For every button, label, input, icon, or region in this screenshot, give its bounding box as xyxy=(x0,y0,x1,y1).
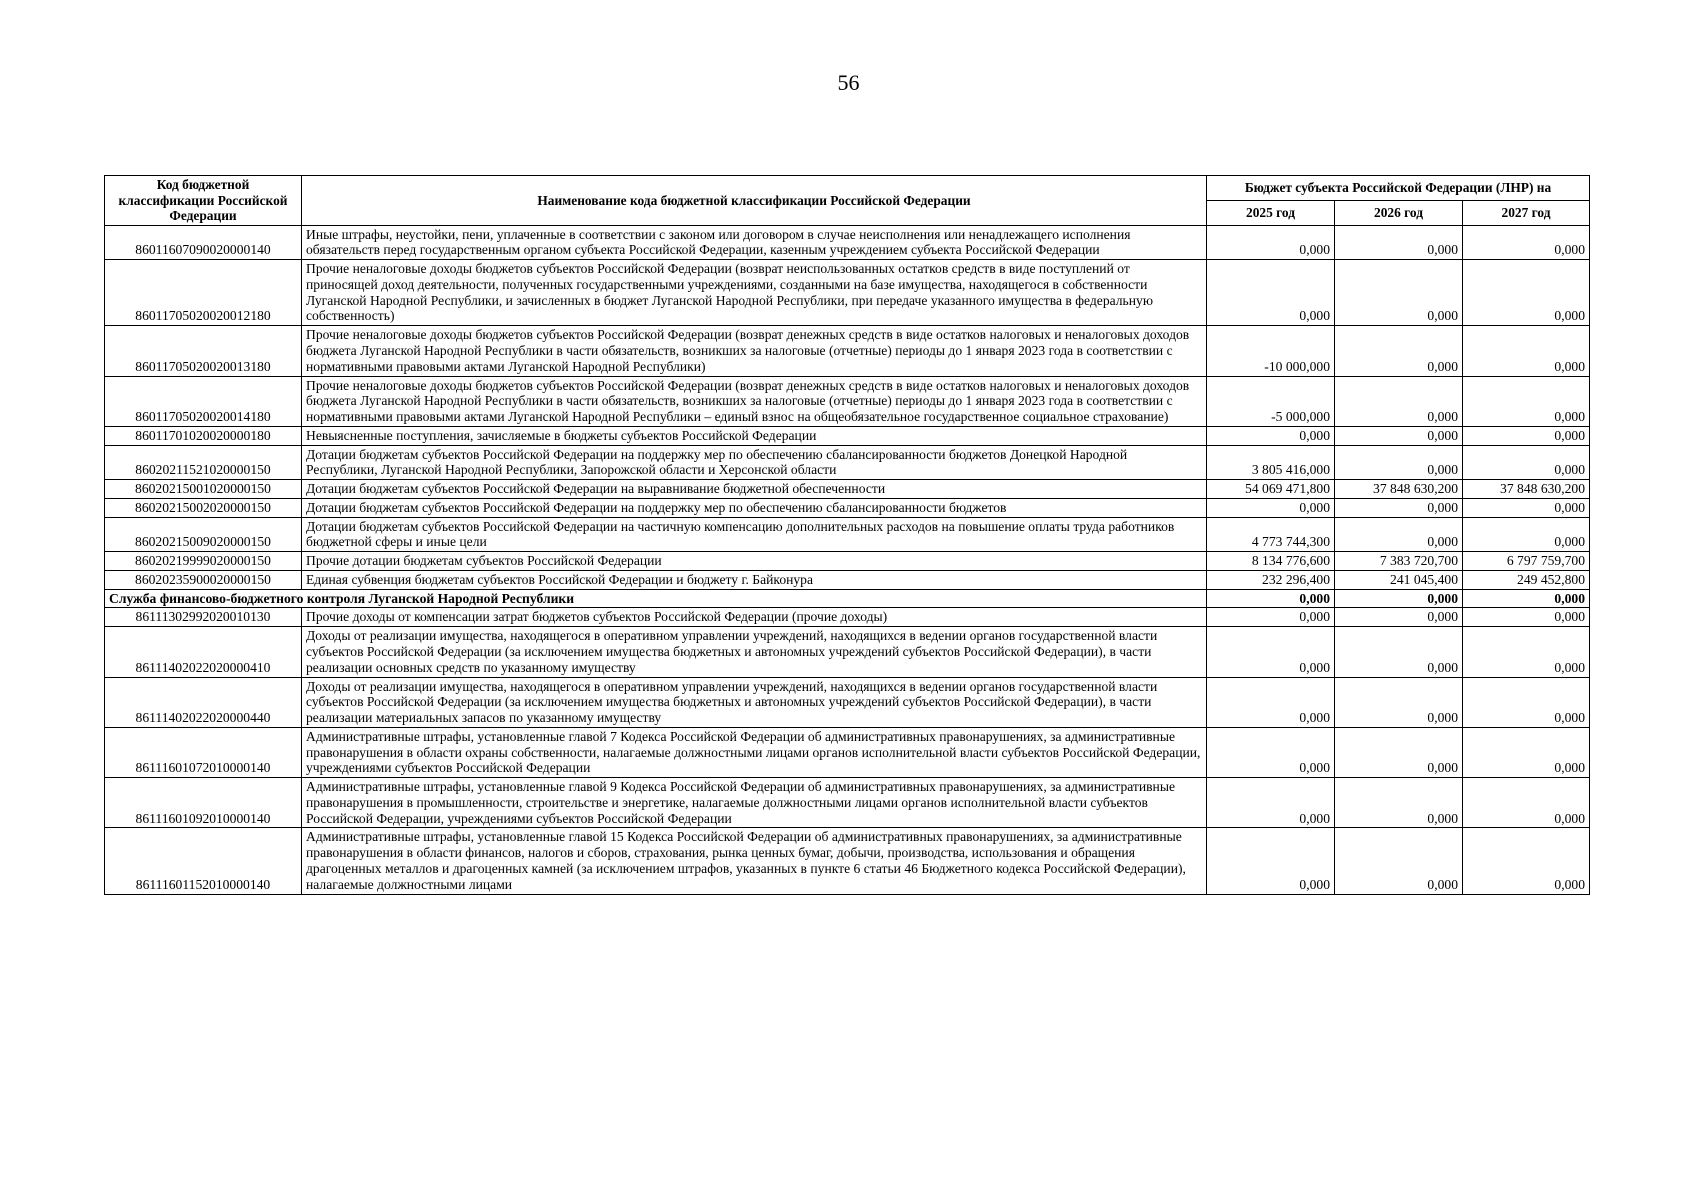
section-row xyxy=(105,589,1590,608)
budget-code: 86111601152010000140 xyxy=(105,828,302,894)
table-row xyxy=(105,778,1590,828)
code-description: Дотации бюджетам субъектов Российской Федерации на поддержку мер по обеспечению сбалансированности бюджетов Донецкой Народной Республики, Луганской Народной Республики, Запорожской области и Херсонской области xyxy=(302,445,1207,480)
code-description: Иные штрафы, неустойки, пени, уплаченные в соответствии с законом или договором в случае неисполнения или ненадлежащего исполнения обязательств перед государственным органом субъекта Российской Федерации, казенным учреждением субъекта Российской Федерации xyxy=(302,225,1207,260)
table-body xyxy=(105,225,1590,894)
value-2027: 0,000 xyxy=(1463,627,1590,677)
table-row xyxy=(105,627,1590,677)
header-code: Код бюджетной классификации Российской Федерации xyxy=(105,176,302,226)
value-2026: 0,000 xyxy=(1335,727,1463,777)
value-2025: -5 000,000 xyxy=(1207,376,1335,426)
budget-code: 86011705020020013180 xyxy=(105,326,302,376)
table-row xyxy=(105,677,1590,727)
budget-code: 86020211521020000150 xyxy=(105,445,302,480)
value-2025: 0,000 xyxy=(1207,426,1335,445)
table-row xyxy=(105,260,1590,326)
budget-code: 86011607090020000140 xyxy=(105,225,302,260)
value-2027: 0,000 xyxy=(1463,727,1590,777)
value-2025: 0,000 xyxy=(1207,677,1335,727)
table-row xyxy=(105,376,1590,426)
value-2027: 0,000 xyxy=(1463,828,1590,894)
value-2026: 0,000 xyxy=(1335,260,1463,326)
code-description: Невыясненные поступления, зачисляемые в бюджеты субъектов Российской Федерации xyxy=(302,426,1207,445)
value-2025: 0,000 xyxy=(1207,589,1335,608)
code-description: Единая субвенция бюджетам субъектов Российской Федерации и бюджету г. Байконура xyxy=(302,570,1207,589)
value-2026: 0,000 xyxy=(1335,225,1463,260)
budget-code: 86111402022020000440 xyxy=(105,677,302,727)
budget-code: 86111601072010000140 xyxy=(105,727,302,777)
value-2027: 6 797 759,700 xyxy=(1463,552,1590,571)
value-2025: 232 296,400 xyxy=(1207,570,1335,589)
value-2025: 0,000 xyxy=(1207,828,1335,894)
value-2027: 0,000 xyxy=(1463,260,1590,326)
value-2026: 0,000 xyxy=(1335,517,1463,552)
value-2025: 0,000 xyxy=(1207,627,1335,677)
value-2027: 0,000 xyxy=(1463,376,1590,426)
budget-table xyxy=(104,175,1590,895)
table-row xyxy=(105,445,1590,480)
table-row xyxy=(105,570,1590,589)
header-year-2027: 2027 год xyxy=(1463,200,1590,225)
budget-code: 86111601092010000140 xyxy=(105,778,302,828)
value-2027: 0,000 xyxy=(1463,426,1590,445)
value-2025: 0,000 xyxy=(1207,778,1335,828)
header-year-2025: 2025 год xyxy=(1207,200,1335,225)
code-description: Административные штрафы, установленные главой 9 Кодекса Российской Федерации об административных правонарушениях, за административные правонарушения в промышленности, строительстве и энергетике, налагаемые должностными лицами органов исполнительной власти субъектов Российской Федерации, учреждениями субъектов Российской Федерации xyxy=(302,778,1207,828)
value-2026: 0,000 xyxy=(1335,828,1463,894)
value-2026: 0,000 xyxy=(1335,778,1463,828)
table-row xyxy=(105,608,1590,627)
budget-code: 86020215001020000150 xyxy=(105,480,302,499)
value-2026: 0,000 xyxy=(1335,498,1463,517)
value-2025: 54 069 471,800 xyxy=(1207,480,1335,499)
value-2027: 0,000 xyxy=(1463,517,1590,552)
table-row xyxy=(105,517,1590,552)
value-2025: 0,000 xyxy=(1207,608,1335,627)
budget-code: 86011705020020014180 xyxy=(105,376,302,426)
value-2025: 0,000 xyxy=(1207,260,1335,326)
code-description: Дотации бюджетам субъектов Российской Федерации на поддержку мер по обеспечению сбалансированности бюджетов xyxy=(302,498,1207,517)
table-row xyxy=(105,828,1590,894)
table-row xyxy=(105,326,1590,376)
value-2025: 0,000 xyxy=(1207,225,1335,260)
budget-code: 86111402022020000410 xyxy=(105,627,302,677)
table-row xyxy=(105,480,1590,499)
budget-code: 86111302992020010130 xyxy=(105,608,302,627)
code-description: Прочие неналоговые доходы бюджетов субъектов Российской Федерации (возврат денежных средств в виде остатков налоговых и неналоговых доходов бюджета Луганской Народной Республики в части обязательств, возникших за налоговые (отчетные) периоды до 1 января 2023 года в соответствии с нормативными правовыми актами Луганской Народной Республики – единый взнос на общеобязательное государственное социальное страхование) xyxy=(302,376,1207,426)
page-number: 56 xyxy=(837,70,860,95)
value-2026: 0,000 xyxy=(1335,326,1463,376)
value-2027: 0,000 xyxy=(1463,326,1590,376)
code-description: Доходы от реализации имущества, находящегося в оперативном управлении учреждений, находящихся в ведении органов государственной власти субъектов Российской Федерации (за исключением имущества бюджетных и автономных учреждений субъектов Российской Федерации), в части реализации основных средств по указанному имуществу xyxy=(302,627,1207,677)
code-description: Дотации бюджетам субъектов Российской Федерации на выравнивание бюджетной обеспеченности xyxy=(302,480,1207,499)
value-2027: 0,000 xyxy=(1463,445,1590,480)
header-name: Наименование кода бюджетной классификации Российской Федерации xyxy=(302,176,1207,226)
budget-code: 86020215009020000150 xyxy=(105,517,302,552)
value-2025: 0,000 xyxy=(1207,727,1335,777)
value-2026: 7 383 720,700 xyxy=(1335,552,1463,571)
code-description: Доходы от реализации имущества, находящегося в оперативном управлении учреждений, находящихся в ведении органов государственной власти субъектов Российской Федерации (за исключением имущества бюджетных и автономных учреждений субъектов Российской Федерации), в части реализации материальных запасов по указанному имуществу xyxy=(302,677,1207,727)
value-2026: 0,000 xyxy=(1335,677,1463,727)
value-2027: 0,000 xyxy=(1463,677,1590,727)
value-2025: 0,000 xyxy=(1207,498,1335,517)
value-2026: 241 045,400 xyxy=(1335,570,1463,589)
value-2026: 0,000 xyxy=(1335,426,1463,445)
value-2026: 0,000 xyxy=(1335,608,1463,627)
budget-code: 86011701020020000180 xyxy=(105,426,302,445)
table-row xyxy=(105,498,1590,517)
value-2025: -10 000,000 xyxy=(1207,326,1335,376)
header-year-2026: 2026 год xyxy=(1335,200,1463,225)
budget-code: 86011705020020012180 xyxy=(105,260,302,326)
value-2027: 0,000 xyxy=(1463,225,1590,260)
section-title: Служба финансово-бюджетного контроля Луганской Народной Республики xyxy=(105,589,1207,608)
value-2026: 0,000 xyxy=(1335,376,1463,426)
value-2027: 0,000 xyxy=(1463,608,1590,627)
value-2026: 0,000 xyxy=(1335,627,1463,677)
table-row xyxy=(105,552,1590,571)
value-2025: 3 805 416,000 xyxy=(1207,445,1335,480)
code-description: Прочие дотации бюджетам субъектов Российской Федерации xyxy=(302,552,1207,571)
value-2026: 37 848 630,200 xyxy=(1335,480,1463,499)
table-header xyxy=(105,176,1590,226)
code-description: Административные штрафы, установленные главой 7 Кодекса Российской Федерации об административных правонарушениях, за административные правонарушения в области охраны собственности, налагаемые должностными лицами органов исполнительной власти субъектов Российской Федерации, учреждениями субъектов Российской Федерации xyxy=(302,727,1207,777)
value-2026: 0,000 xyxy=(1335,589,1463,608)
table-row xyxy=(105,426,1590,445)
value-2026: 0,000 xyxy=(1335,445,1463,480)
value-2027: 0,000 xyxy=(1463,589,1590,608)
code-description: Прочие неналоговые доходы бюджетов субъектов Российской Федерации (возврат неиспользованных остатков средств в виде поступлений от приносящей доход деятельности, полученных государственными учреждениями, созданными на базе имущества, находящегося в собственности Луганской Народной Республики, и зачисленных в бюджет Луганской Народной Республики, при передаче указанного имущества в федеральную собственность) xyxy=(302,260,1207,326)
value-2025: 4 773 744,300 xyxy=(1207,517,1335,552)
code-description: Прочие доходы от компенсации затрат бюджетов субъектов Российской Федерации (прочие доходы) xyxy=(302,608,1207,627)
value-2027: 37 848 630,200 xyxy=(1463,480,1590,499)
code-description: Дотации бюджетам субъектов Российской Федерации на частичную компенсацию дополнительных расходов на повышение оплаты труда работников бюджетной сферы и иные цели xyxy=(302,517,1207,552)
value-2027: 0,000 xyxy=(1463,498,1590,517)
budget-code: 86020215002020000150 xyxy=(105,498,302,517)
budget-code: 86020219999020000150 xyxy=(105,552,302,571)
table-row xyxy=(105,225,1590,260)
value-2025: 8 134 776,600 xyxy=(1207,552,1335,571)
code-description: Административные штрафы, установленные главой 15 Кодекса Российской Федерации об административных правонарушениях, за административные правонарушения в области финансов, налогов и сборов, страхования, рынка ценных бумаг, добычи, производства, использования и обращения драгоценных металлов и драгоценных камней (за исключением штрафов, указанных в пункте 6 статьи 46 Бюджетного кодекса Российской Федерации), налагаемые должностными лицами xyxy=(302,828,1207,894)
code-description: Прочие неналоговые доходы бюджетов субъектов Российской Федерации (возврат денежных средств в виде остатков налоговых и неналоговых доходов бюджета Луганской Народной Республики в части обязательств, возникших за налоговые (отчетные) периоды до 1 января 2023 года в соответствии с нормативными правовыми актами Луганской Народной Республики) xyxy=(302,326,1207,376)
budget-code: 86020235900020000150 xyxy=(105,570,302,589)
table-row xyxy=(105,727,1590,777)
value-2027: 249 452,800 xyxy=(1463,570,1590,589)
value-2027: 0,000 xyxy=(1463,778,1590,828)
header-budget: Бюджет субъекта Российской Федерации (ЛНР) на xyxy=(1207,176,1590,201)
